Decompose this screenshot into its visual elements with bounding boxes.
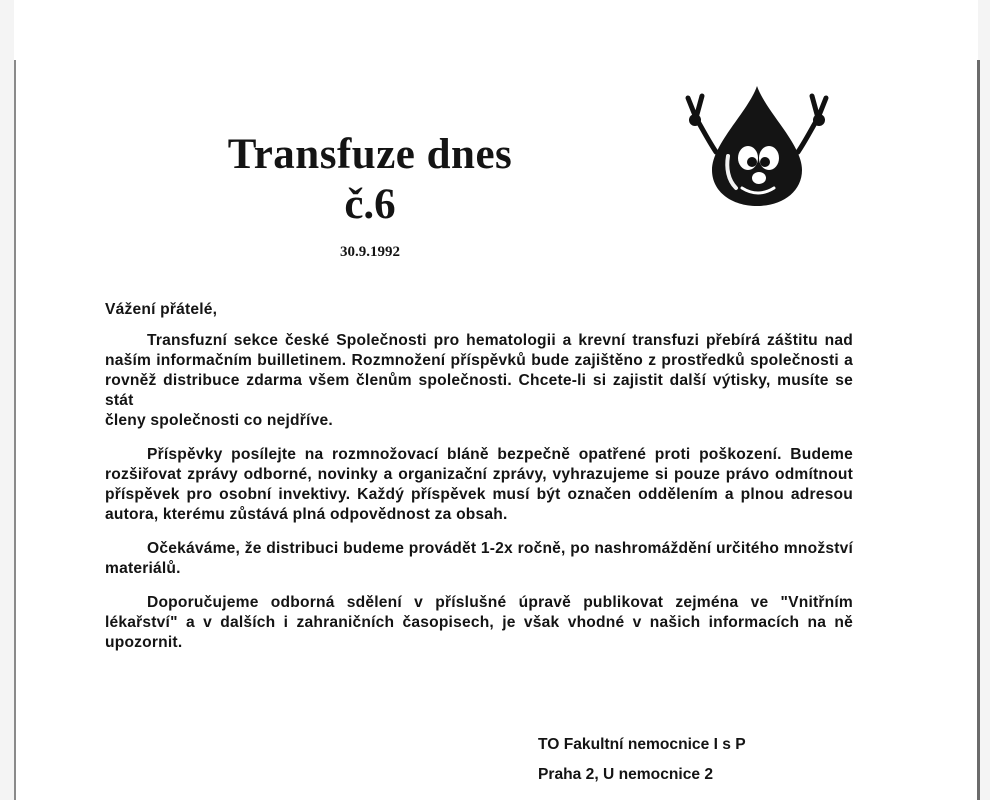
- letter-paragraph-cut-line: členy společnosti co nejdříve.: [105, 412, 333, 429]
- signature-line-institution: TO Fakultní nemocnice I s P: [538, 736, 746, 753]
- letter-paragraph: Doporučujeme odborná sdělení v příslušné úpravě publikovat zejména ve "Vnitřním lékařství" a v dalších i zahraničních časopisech, je však vhodné v našich informacích na ně upozornit.: [105, 594, 853, 651]
- letter-salutation: Vážení přátelé,: [105, 301, 218, 318]
- page-edge-right: [977, 60, 980, 800]
- letter-paragraph: Příspěvky posílejte na rozmnožovací bláně bezpečně opatřené proti poškození. Budeme rozšiřovat zprávy odborné, novinky a organizační zprávy, vyhrazujeme si pouze právo odmítnout příspěvek pro osobní invektivy. Každý příspěvek musí být označen oddělením a plnou adresou autora, kterému zůstává plná odpovědnost za obsah.: [105, 446, 853, 523]
- bulletin-header: [100, 130, 640, 261]
- letter-paragraph: Očekáváme, že distribuci budeme provádět 1-2x ročně, po nashromáždění určitého množství materiálů.: [105, 540, 853, 577]
- scan-margin-left: [0, 0, 14, 800]
- signature-block: [538, 730, 746, 790]
- issue-number: č.6: [344, 181, 396, 228]
- bulletin-title: Transfuze dnes: [227, 131, 513, 178]
- page-edge-left: [14, 60, 16, 800]
- signature-line-address: Praha 2, U nemocnice 2: [538, 766, 714, 783]
- blood-drop-mascot-icon: [672, 82, 842, 210]
- letter-body: [105, 300, 853, 667]
- letter-paragraph: Transfuzní sekce české Společnosti pro hematologii a krevní transfuzi přebírá záštitu nad naším informačním builletinem. Rozmnožení příspěvků bude zajištěno z prostředků společnosti a rovněž distribuce zdarma všem členům společnosti. Chcete-li si zajistit další výtisky, musíte se stát: [105, 332, 853, 409]
- issue-date: 30.9.1992: [340, 244, 400, 260]
